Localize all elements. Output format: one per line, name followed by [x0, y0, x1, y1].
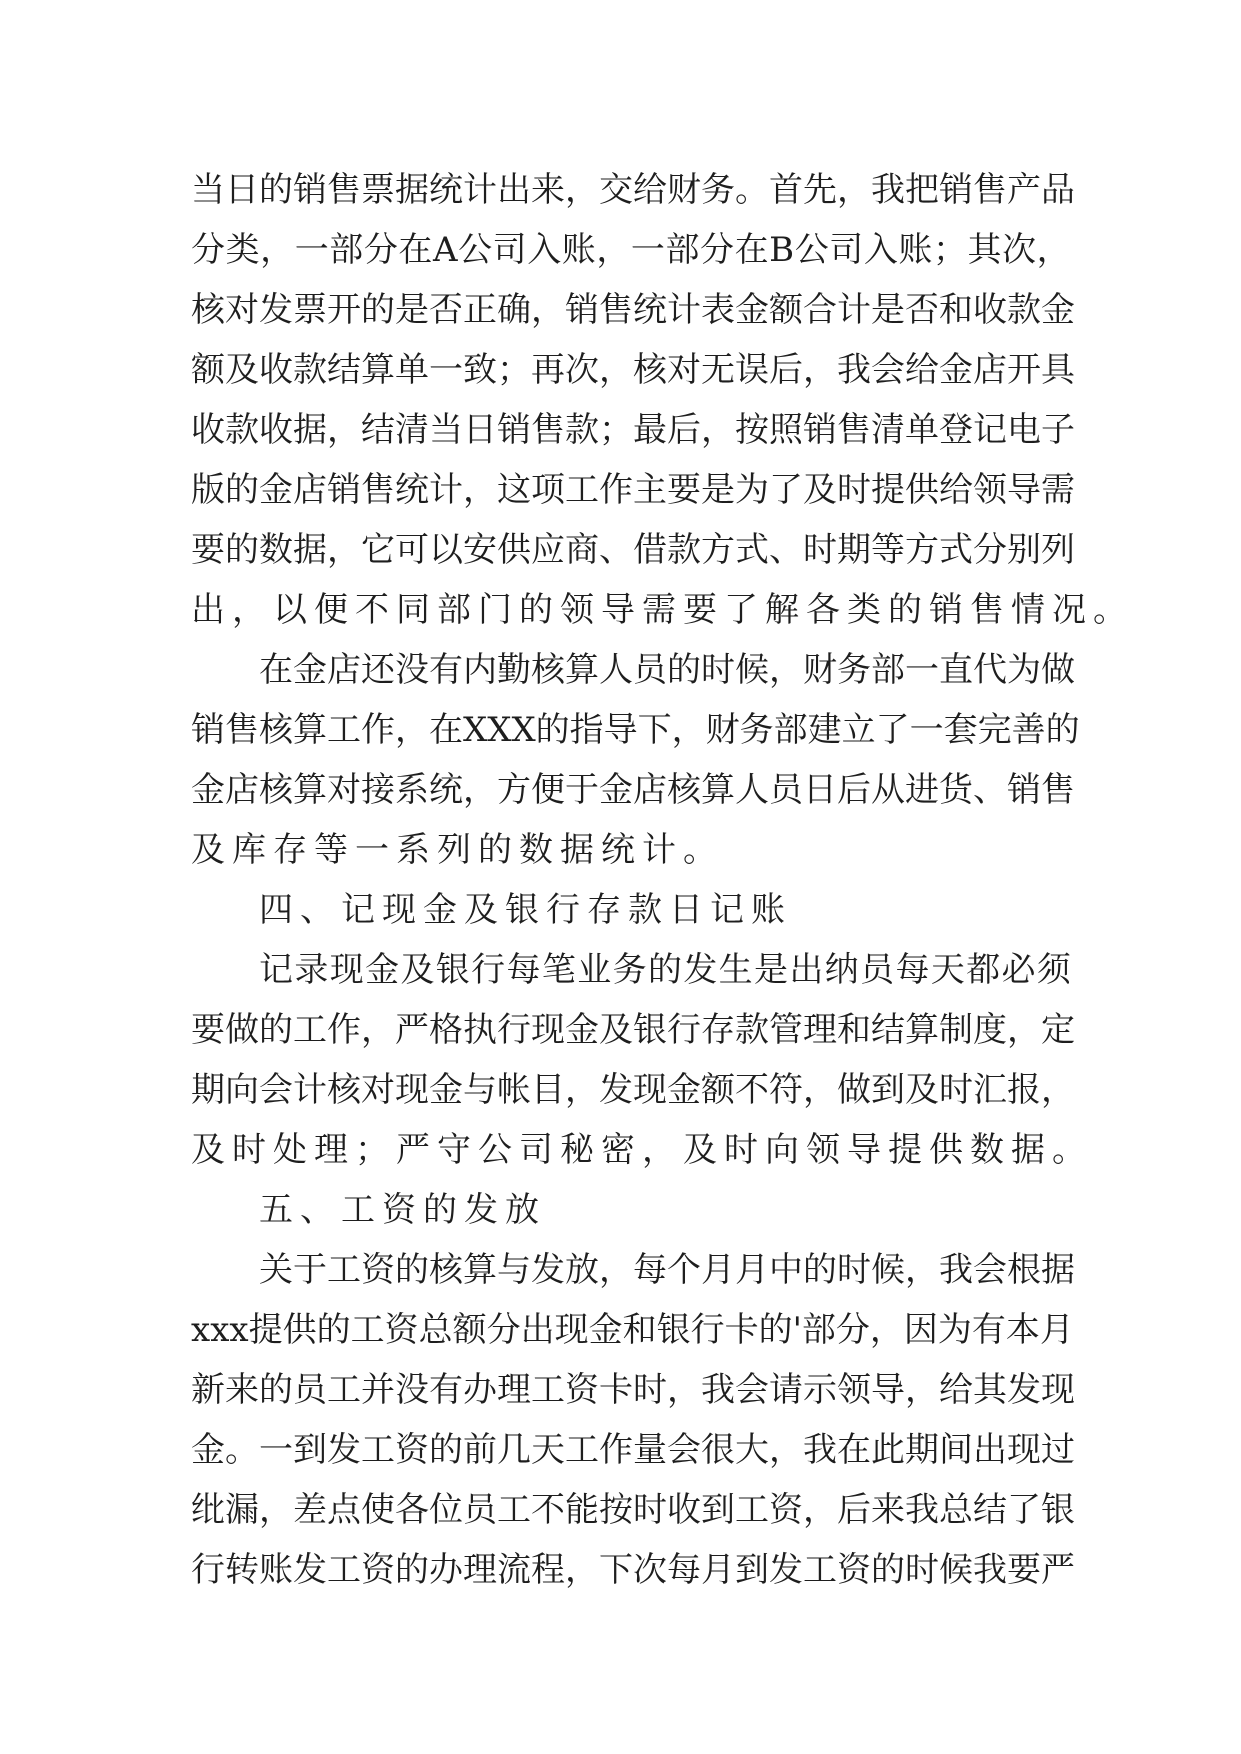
- text-line: 行 转 账 发 工 资 的 办 理 流 程 ， 下 次 每 月 到 发 工 资 的 时 候 我 要 严: [191, 1550, 1075, 1590]
- text-line: 新 来 的 员 工 并 没 有 办 理 工 资 卡 时 ， 我 会 请 示 领 导 ， 给 其 发 现: [191, 1370, 1075, 1410]
- section-heading: 五、工资的发放: [259, 1190, 546, 1230]
- text-line: 记 录 现 金 及 银 行 每 笔 业 务 的 发 生 是 出 纳 员 每 天 都 必 须: [259, 950, 1071, 990]
- document-body: [191, 160, 1134, 1600]
- text-line: 要 做 的 工 作 ， 严 格 执 行 现 金 及 银 行 存 款 管 理 和 结 算 制 度 ， 定: [191, 1010, 1075, 1050]
- text-line: 出，以便不同部门的领导需要了解各类的销售情况。: [191, 590, 1134, 630]
- section-heading: 四、记现金及银行存款日记账: [259, 890, 792, 930]
- text-line: 收 款 收 据 ， 结 清 当 日 销 售 款 ； 最 后 ， 按 照 销 售 清 单 登 记 电 子: [191, 410, 1075, 450]
- text-line: 金 店 核 算 对 接 系 统 ， 方 便 于 金 店 核 算 人 员 日 后 从 进 货 、 销 售: [191, 770, 1075, 810]
- text-line: 关 于 工 资 的 核 算 与 发 放 ， 每 个 月 月 中 的 时 候 ， 我 会 根 据: [259, 1250, 1075, 1290]
- text-line: 要 的 数 据 ， 它 可 以 安 供 应 商 、 借 款 方 式 、 时 期 等 方 式 分 别 列: [191, 530, 1075, 570]
- text-line: 在 金 店 还 没 有 内 勤 核 算 人 员 的 时 候 ， 财 务 部 一 直 代 为 做: [259, 650, 1075, 690]
- text-line: 销 售 核 算 工 作 ， 在 X X X 的 指 导 下 ， 财 务 部 建 立 了 一 套 完 善 的: [191, 710, 1080, 750]
- text-line: 当 日 的 销 售 票 据 统 计 出 来 ， 交 给 财 务 。 首 先 ， 我 把 销 售 产 品: [191, 170, 1075, 210]
- text-line: 及库存等一系列的数据统计。: [191, 830, 724, 870]
- text-line: 核 对 发 票 开 的 是 否 正 确 ， 销 售 统 计 表 金 额 合 计 是 否 和 收 款 金: [191, 290, 1075, 330]
- text-line: 版 的 金 店 销 售 统 计 ， 这 项 工 作 主 要 是 为 了 及 时 提 供 给 领 导 需: [191, 470, 1075, 510]
- text-line: 额 及 收 款 结 算 单 一 致 ； 再 次 ， 核 对 无 误 后 ， 我 会 给 金 店 开 具: [191, 350, 1075, 390]
- text-line: 纰 漏 ， 差 点 使 各 位 员 工 不 能 按 时 收 到 工 资 ， 后 来 我 总 结 了 银: [191, 1490, 1075, 1530]
- text-line: 及时处理；严守公司秘密，及时向领导提供数据。: [191, 1130, 1093, 1170]
- text-line: x x x 提 供 的 工 资 总 额 分 出 现 金 和 银 行 卡 的 ' 部 分 ， 因 为 有 本 月: [191, 1310, 1074, 1350]
- text-line: 金 。 一 到 发 工 资 的 前 几 天 工 作 量 会 很 大 ， 我 在 此 期 间 出 现 过: [191, 1430, 1075, 1470]
- text-line: 分 类 ， 一 部 分 在 A 公 司 入 账 ， 一 部 分 在 B 公 司 入 账 ； 其 次 ，: [191, 230, 1071, 270]
- text-line: 期 向 会 计 核 对 现 金 与 帐 目 ， 发 现 金 额 不 符 ， 做 到 及 时 汇 报 ，: [191, 1070, 1075, 1110]
